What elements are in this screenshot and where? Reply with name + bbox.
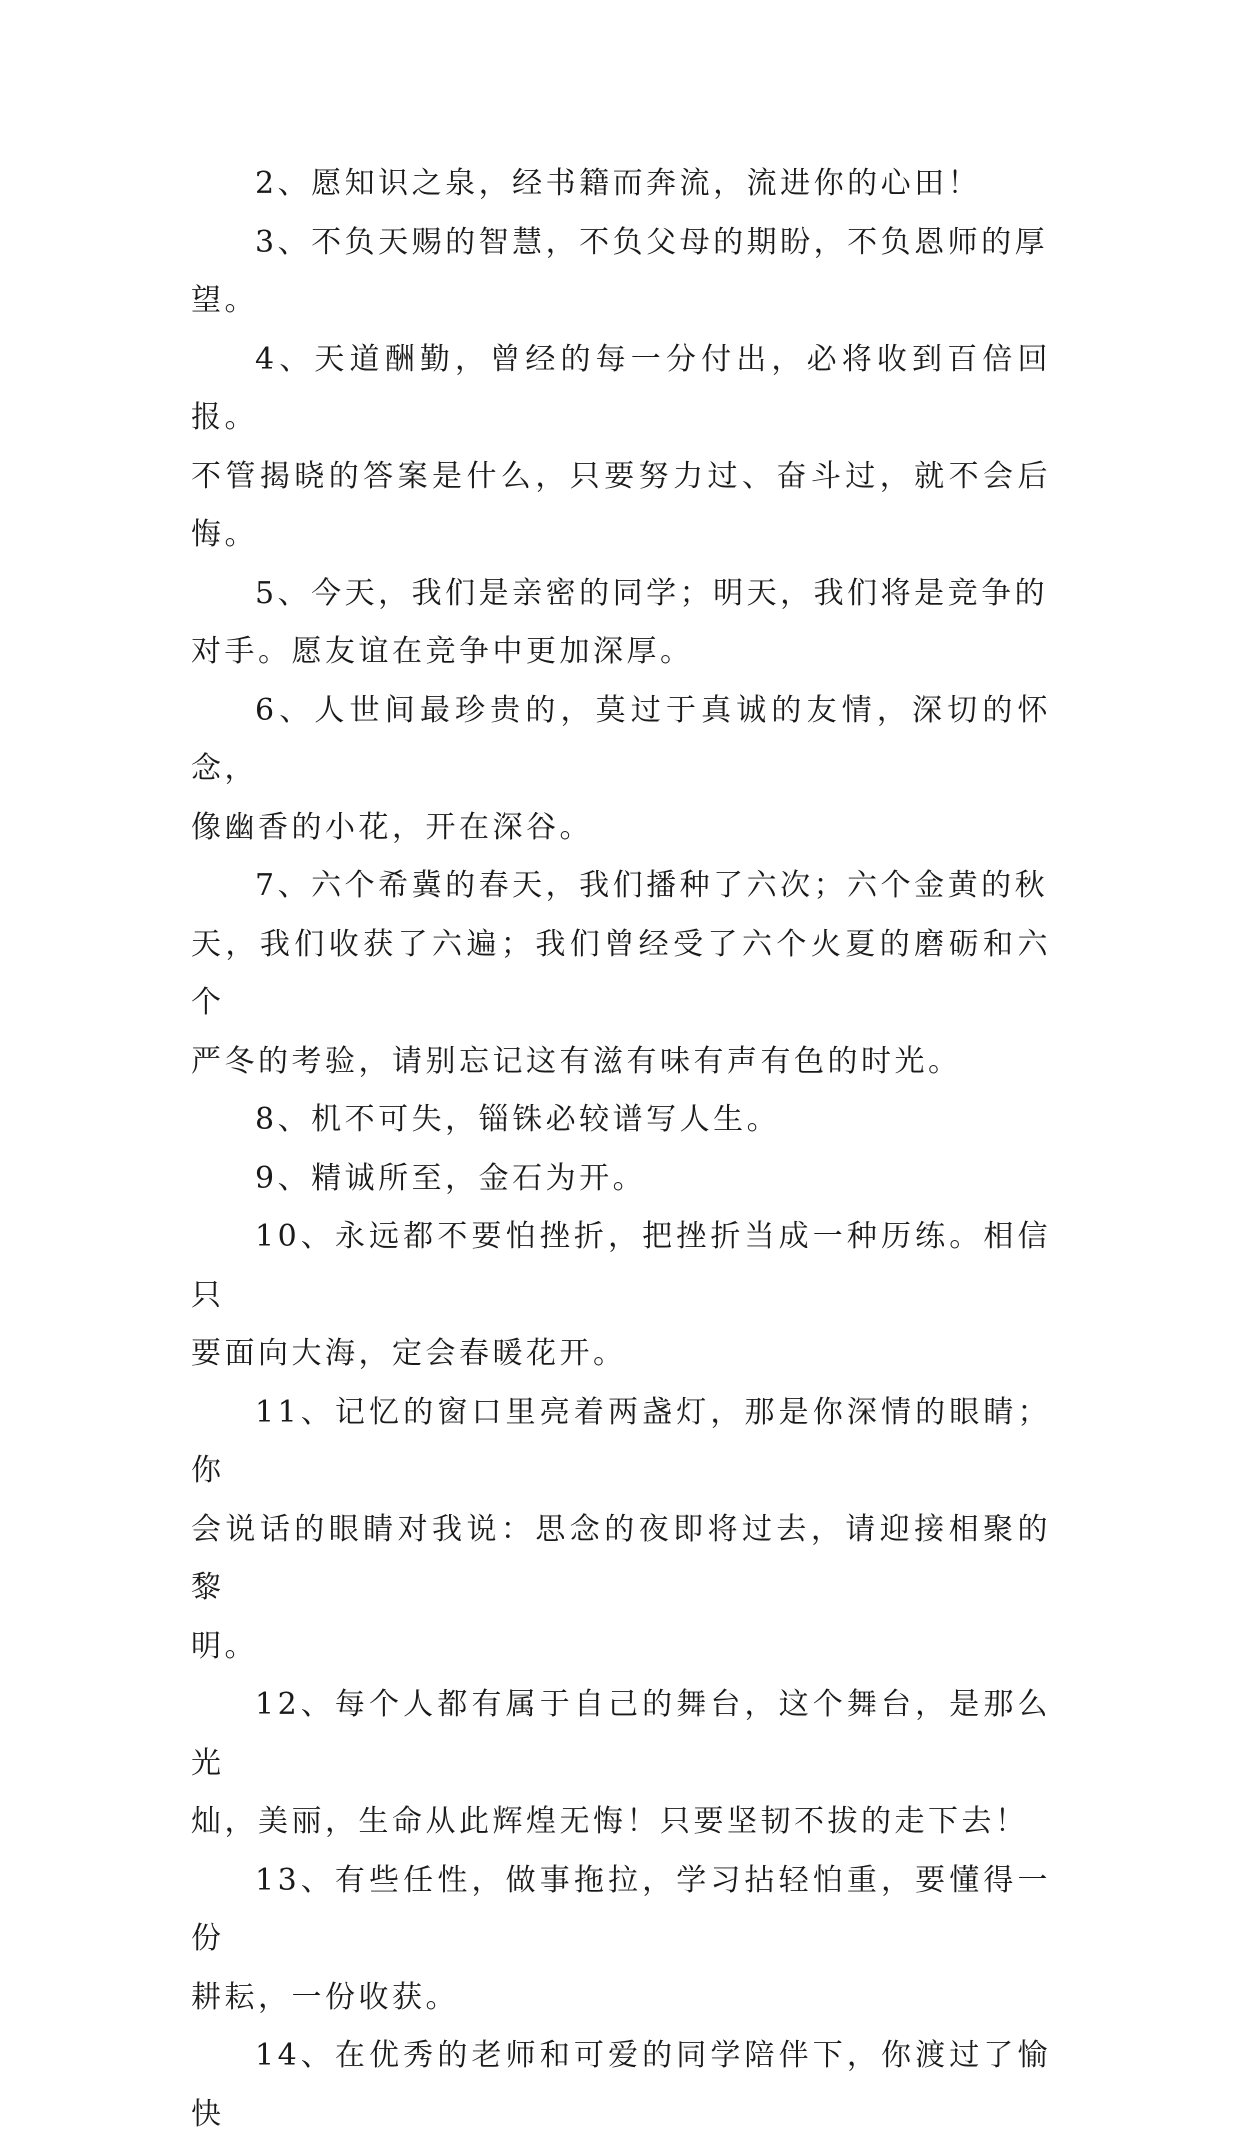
paragraph-6: 6、人世间最珍贵的，莫过于真诚的友情，深切的怀念， 像幽香的小花，开在深谷。	[191, 692, 1051, 845]
paragraph-11: 11、记忆的窗口里亮着两盏灯，那是你深情的眼睛；你 会说话的眼睛对我说：思念的夜即将过去，请迎接相聚的黎 明。	[191, 1394, 1051, 1664]
paragraph-14: 14、在优秀的老师和可爱的同学陪伴下，你渡过了愉快	[191, 2038, 1051, 2132]
paragraph-7: 7、六个希冀的春天，我们播种了六次；六个金黄的秋 天，我们收获了六遍；我们曾经受了六个火夏的磨砺和六个 严冬的考验，请别忘记这有滋有味有声有色的时光。	[191, 868, 1051, 1079]
paragraph-10: 10、永远都不要怕挫折，把挫折当成一种历练。相信只 要面向大海，定会春暖花开。	[191, 1219, 1051, 1371]
paragraph-12: 12、每个人都有属于自己的舞台，这个舞台，是那么光 灿，美丽，生命从此辉煌无悔！只要坚韧不拔的走下去！	[191, 1687, 1051, 1839]
paragraph-4: 4、天道酬勤，曾经的每一分付出，必将收到百倍回报。 不管揭晓的答案是什么，只要努力过、奋斗过，就不会后悔。	[191, 341, 1051, 552]
paragraph-2: 2、愿知识之泉，经书籍而奔流，流进你的心田！	[255, 166, 982, 201]
paragraph-8: 8、机不可失，锱铢必较谱写人生。	[255, 1102, 781, 1137]
document-body	[191, 155, 1051, 2144]
paragraph-13: 13、有些任性，做事拖拉，学习拈轻怕重，要懂得一份 耕耘，一份收获。	[191, 1862, 1051, 2015]
paragraph-9: 9、精诚所至，金石为开。	[255, 1160, 647, 1196]
paragraph-3: 3、不负天赐的智慧，不负父母的期盼，不负恩师的厚 望。	[191, 224, 1049, 318]
paragraph-5: 5、今天，我们是亲密的同学；明天，我们将是竞争的 对手。愿友谊在竞争中更加深厚。	[191, 575, 1049, 669]
